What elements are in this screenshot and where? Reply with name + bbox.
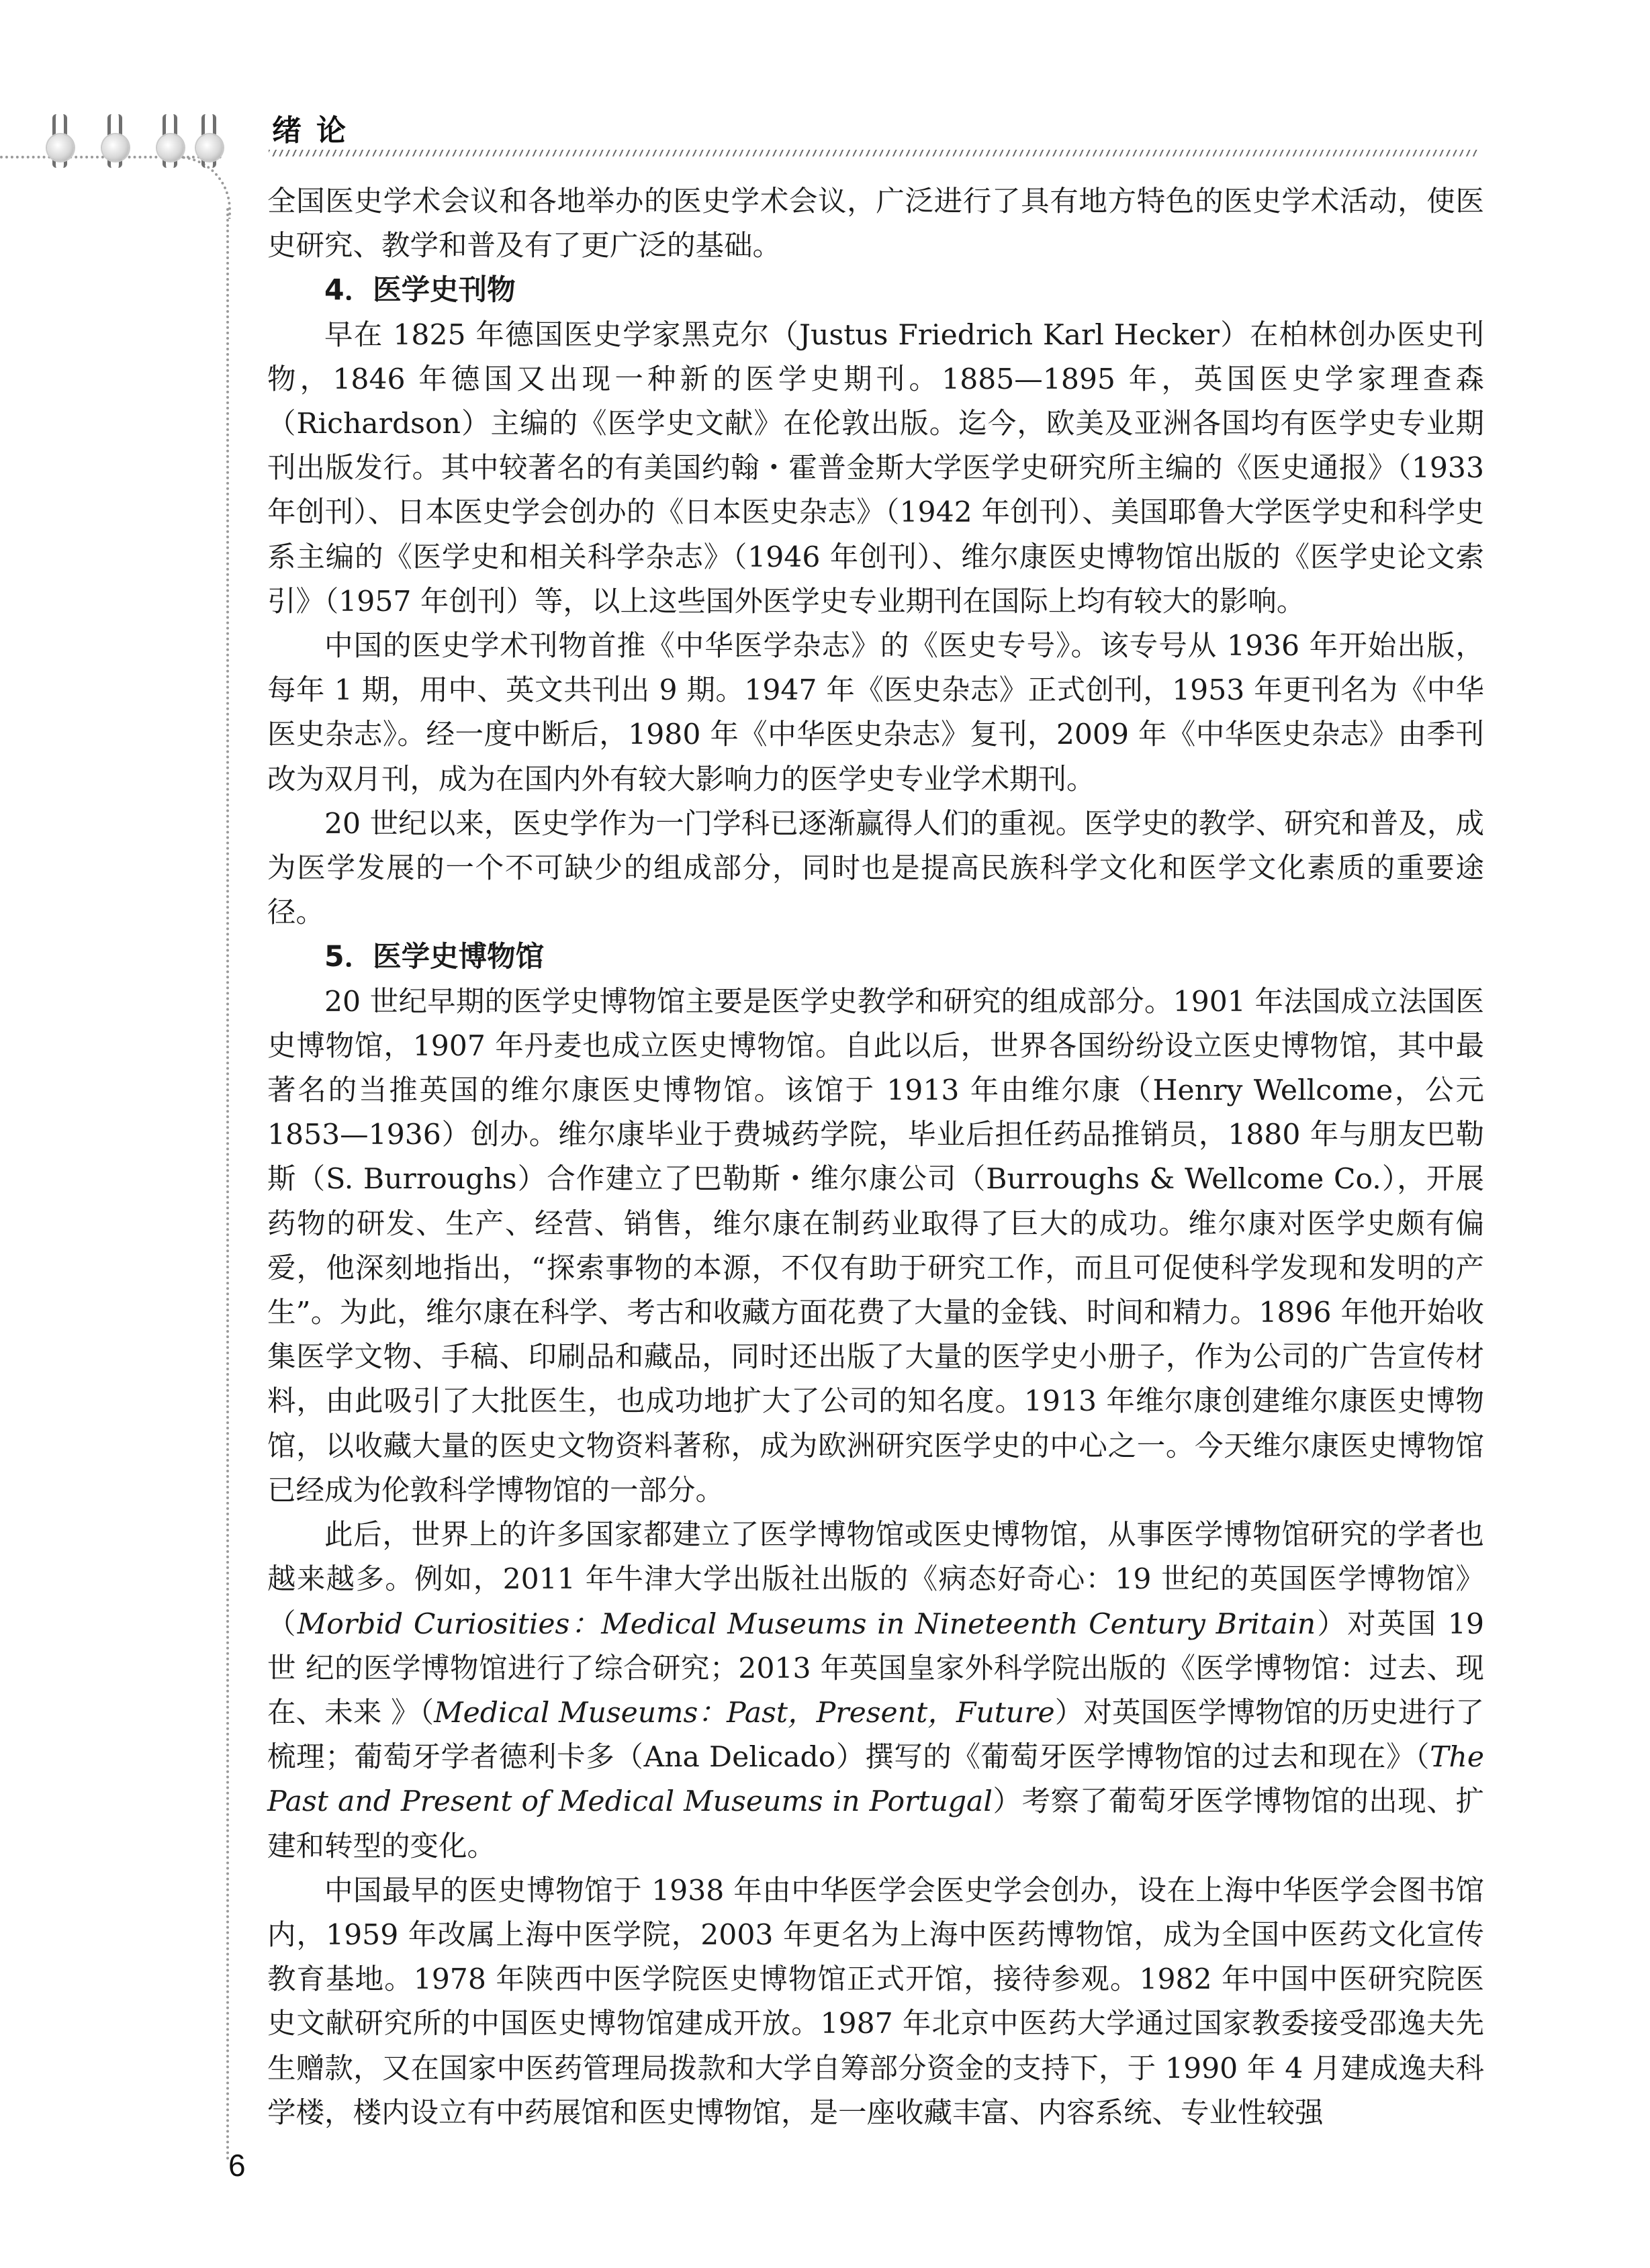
margin-dotted-line	[226, 208, 229, 2162]
body-paragraph: 早在 1825 年德国医史学家黑克尔（Justus Friedrich Karl Hecker）在柏林创办医史刊物，1846 年德国又出现一种新的医学史期刊。1885—1895 年，英国医史学家理查森（Richardson）主编的《医学史文献》在伦敦出版。迄今，欧美及亚洲各国均有医学史专业期刊出版发行。其中较著名的有美国约翰・霍普金斯大学医学史研究所主编的《医史通报》（1933 年创刊）、日本医史学会创办的《日本医史杂志》（1942 年创刊）、美国耶鲁大学医学史和科学史系主编的《医学史和相关科学杂志》（1946 年创刊）、维尔康医史博物馆出版的《医学史论文索引》（1957 年创刊）等，以上这些国外医学史专业期刊在国际上均有较大的影响。	[267, 318, 1484, 618]
italic-book-title: Morbid Curiosities：Medical Museums in Nineteenth Century Britain	[297, 1607, 1316, 1641]
chapter-header-title: 绪论	[272, 113, 361, 148]
page-body	[267, 180, 1484, 2136]
section-heading-museums: 5．医学史博物馆	[324, 941, 545, 974]
page-number: 6	[228, 2148, 246, 2183]
text-run: 此后，世界上的许多国家都建立了医学博物馆或医史博物馆，从事医学博物馆研究的学者也越来越多。例如，2011 年牛津大学出版社出版的《病态好奇心：19 世纪的英国医学博物馆》（	[267, 1519, 1484, 1641]
body-paragraph-with-titles	[267, 1513, 1484, 1869]
italic-book-title: Medical Museums：Past，Present，Future	[434, 1696, 1055, 1730]
body-paragraph: 20 世纪以来，医史学作为一门学科已逐渐赢得人们的重视。医学史的教学、研究和普及，成为医学发展的一个不可缺少的组成部分，同时也是提高民族科学文化和医学文化素质的重要途径。	[267, 807, 1484, 930]
text-run: ）考察了葡萄牙医学博物馆的出现、扩建和转型的变化。	[267, 1785, 1484, 1863]
section-heading-journals: 4．医学史刊物	[324, 274, 516, 308]
body-paragraph: 全国医史学术会议和各地举办的医史学术会议，广泛进行了具有地方特色的医史学术活动，使医史研究、教学和普及有了更广泛的基础。	[267, 185, 1484, 263]
body-paragraph: 中国的医史学术刊物首推《中华医学杂志》的《医史专号》。该专号从 1936 年开始出版，每年 1 期，用中、英文共刊出 9 期。1947 年《医史杂志》正式创刊，1953 年更刊名为《中华医史杂志》。经一度中断后，1980 年《中华医史杂志》复刊，2009 年《中华医史杂志》由季刊改为双月刊，成为在国内外有较大影响力的医学史专业学术期刊。	[267, 630, 1484, 796]
body-paragraph: 中国最早的医史博物馆于 1938 年由中华医学会医史学会创办，设在上海中华医学会图书馆内，1959 年改属上海中医学院，2003 年更名为上海中医药博物馆，成为全国中医药文化宣传教育基地。1978 年陕西中医学院医史博物馆正式开馆，接待参观。1982 年中国中医研究院医史文献研究所的中国医史博物馆建成开放。1987 年北京中医药大学通过国家教委接受邵逸夫先生赠款，又在国家中医药管理局拨款和大学自筹部分资金的支持下，于 1990 年 4 月建成逸夫科学楼，楼内设立有中药展馆和医史博物馆，是一座收藏丰富、内容系统、专业性较强	[267, 1874, 1484, 2130]
italic-book-title: The Past and Present of Medical Museums in Portugal	[267, 1741, 1484, 1819]
text-run: ）对英国 19 世 纪的医学博物馆进行了综合研究；2013 年英国皇家外科学院出版的《医学博物馆：过去、现在、未来 》（	[267, 1607, 1485, 1730]
binder-dotted-curve	[168, 156, 231, 219]
binder-ring-icon	[47, 134, 74, 161]
body-paragraph: 20 世纪早期的医学史博物馆主要是医学史教学和研究的组成部分。1901 年法国成立法国医史博物馆，1907 年丹麦也成立医史博物馆。自此以后，世界各国纷纷设立医史博物馆，其中最著名的当推英国的维尔康医史博物馆。该馆于 1913 年由维尔康（Henry Wellcome，公元 1853—1936）创办。维尔康毕业于费城药学院，毕业后担任药品推销员，1880 年与朋友巴勒斯（S. Burroughs）合作建立了巴勒斯・维尔康公司（Burroughs & Wellcome Co.），开展药物的研发、生产、经营、销售，维尔康在制药业取得了巨大的成功。维尔康对医学史颇有偏爱，他深刻地指出，“探索事物的本源，不仅有助于研究工作，而且可促使科学发现和发明的产生”。为此，维尔康在科学、考古和收藏方面花费了大量的金钱、时间和精力。1896 年他开始收集医学文物、手稿、印刷品和藏品，同时还出版了大量的医学史小册子，作为公司的广告宣传材料，由此吸引了大批医生，也成功地扩大了公司的知名度。1913 年维尔康创建维尔康医史博物馆，以收藏大量的医史文物资料著称，成为欧洲研究医学史的中心之一。今天维尔康医史博物馆已经成为伦敦科学博物馆的一部分。	[267, 985, 1484, 1507]
binder-ring-icon	[196, 134, 223, 161]
text-run: ）对英国医学博物馆的历史进行了梳理；葡萄牙学者德利卡多（Ana Delicado）撰写的《葡萄牙医学博物馆的过去和现在》（	[267, 1696, 1484, 1775]
binder-ring-icon	[157, 134, 184, 161]
binder-ring-icon	[102, 134, 129, 161]
header-hatched-rule	[269, 150, 1477, 156]
